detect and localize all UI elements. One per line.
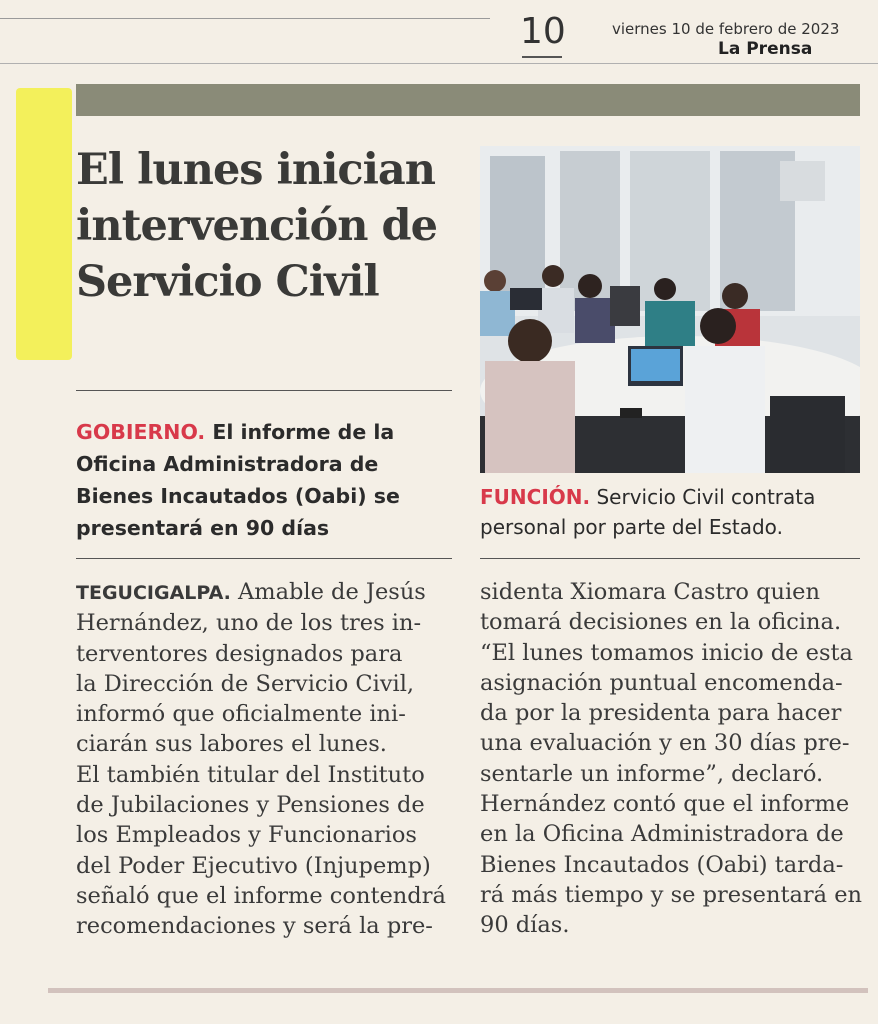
- body-line: Hernández contó que el informe: [480, 791, 850, 818]
- body-line: [76, 577, 468, 608]
- body-line: terventores designados para: [76, 640, 403, 667]
- highlighter-mark: [16, 88, 72, 360]
- caption-kicker: FUNCIÓN.: [480, 485, 591, 509]
- body-line: señaló que el informe contendrá: [76, 882, 446, 909]
- headline: [76, 142, 468, 310]
- news-photo: [480, 146, 860, 473]
- body-line: sidenta Xiomara Castro quien: [480, 579, 820, 605]
- section-bar: [76, 84, 860, 116]
- body-line: en la Oficina Administradora de: [480, 821, 844, 848]
- body-line: de Jubilaciones y Pensiones de: [76, 792, 425, 819]
- headline-line: intervención de: [76, 201, 437, 251]
- body-line: “El lunes tomamos inicio de esta: [480, 639, 853, 666]
- deck-text: El informe de la Oficina Administradora de Bienes Incautados (Oabi) se presentará en 90 días: [76, 420, 400, 540]
- body-line: da por la presidenta para hacer: [480, 700, 842, 727]
- headline-line: Servicio Civil: [76, 257, 379, 307]
- newspaper-name: La Prensa: [718, 39, 813, 59]
- header-rule: [0, 18, 490, 19]
- deck-bottom-rule: [76, 558, 452, 559]
- dateline: TEGUCIGALPA.: [76, 582, 231, 604]
- page-bottom-edge: [48, 988, 868, 993]
- body-line: la Dirección de Servicio Civil,: [76, 670, 415, 697]
- body-line: Bienes Incautados (Oabi) tarda-: [480, 851, 844, 878]
- body-line: ciarán sus labores el lunes.: [76, 731, 387, 758]
- headline-line: El lunes inician: [76, 145, 436, 195]
- body-text: Amable de Jesús: [230, 579, 426, 605]
- body-line: recomendaciones y será la pre-: [76, 913, 433, 940]
- caption-text: Servicio Civil contrata personal por parte del Estado.: [480, 485, 816, 539]
- page-number: 10: [520, 11, 566, 52]
- body-line: informó que oficialmente ini-: [76, 701, 406, 728]
- body-line: del Poder Ejecutivo (Injupemp): [76, 852, 431, 879]
- deck-kicker: GOBIERNO.: [76, 420, 206, 444]
- caption-bottom-rule: [480, 558, 860, 559]
- body-line: 90 días.: [480, 912, 570, 939]
- body-line: El también titular del Instituto: [76, 761, 425, 788]
- body-column-1: [76, 577, 468, 942]
- body-line: asignación puntual encomenda-: [480, 669, 843, 696]
- deck-top-rule: [76, 390, 452, 391]
- body-line: Hernández, uno de los tres in-: [76, 610, 422, 637]
- body-line: una evaluación y en 30 días pre-: [480, 730, 850, 757]
- page-number-underline: [522, 56, 562, 58]
- body-line: tomará decisiones en la oficina.: [480, 609, 842, 636]
- deck: [76, 416, 456, 544]
- body-line: los Empleados y Funcionarios: [76, 822, 417, 849]
- body-column-2: [480, 577, 870, 941]
- issue-date: viernes 10 de febrero de 2023: [612, 20, 840, 38]
- body-line: rá más tiempo y se presentará en: [480, 881, 863, 908]
- photo-caption: [480, 482, 865, 542]
- body-line: sentarle un informe”, declaró.: [480, 760, 824, 787]
- header-bottom-rule: [0, 63, 878, 64]
